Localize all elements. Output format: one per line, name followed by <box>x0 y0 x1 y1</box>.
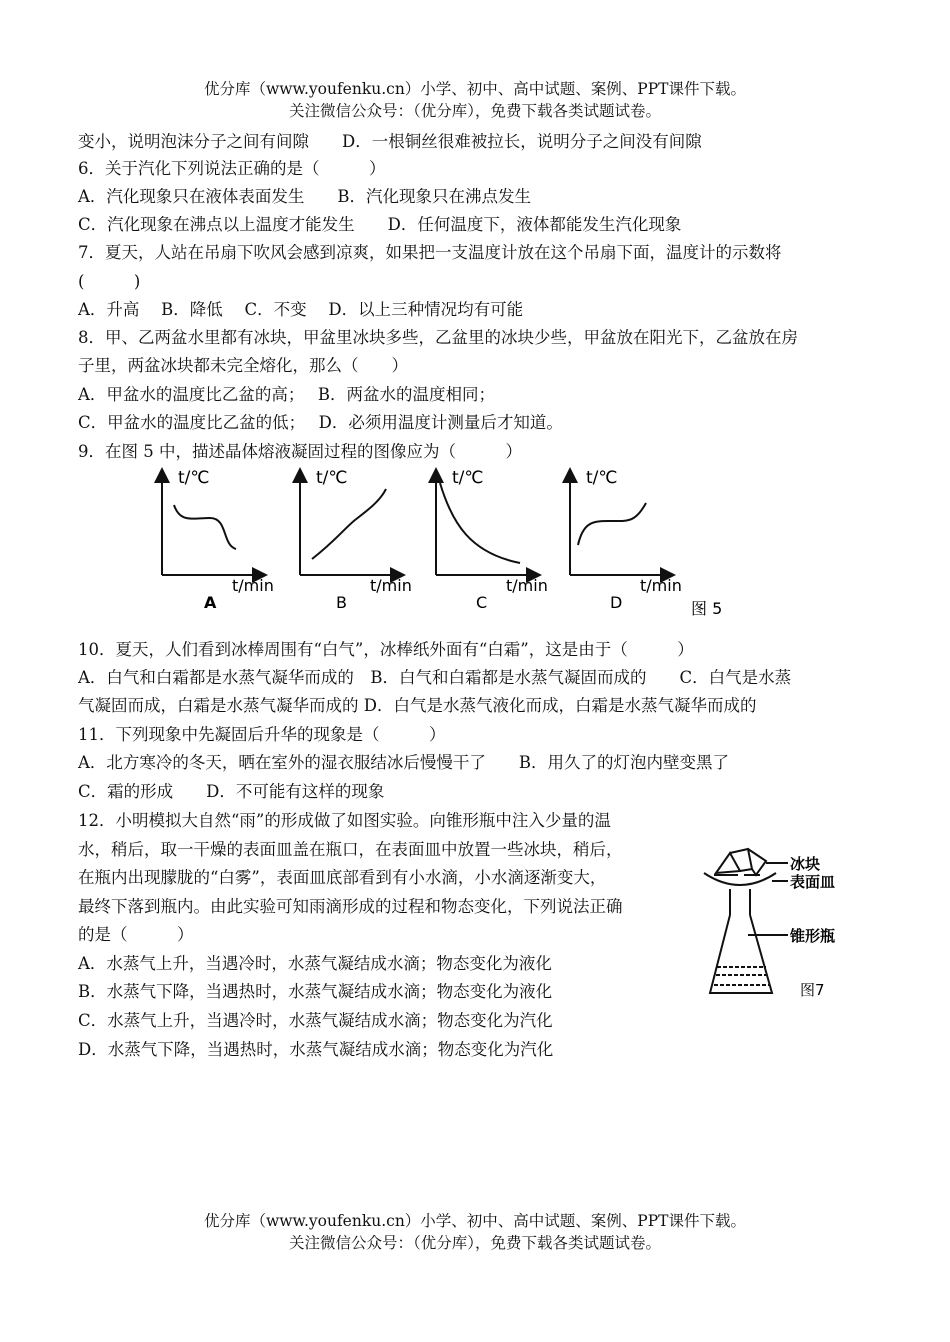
q12-stem-line-3: 在瓶内出现朦胧的“白雾”，表面皿底部看到有小水滴，小水滴逐渐变大， <box>78 868 607 887</box>
header-line-2: 关注微信公众号：（优分库），免费下载各类试题试卷。 <box>288 102 661 120</box>
q10-options-line-2: 气凝固而成，白霜是水蒸气凝华而成的 D．白气是水蒸气液化而成，白霜是水蒸气凝华而成的 <box>78 696 757 715</box>
graph-b-letter: B <box>336 593 347 612</box>
q12-stem-line-5: 的是（ ） <box>78 925 194 944</box>
label-flask: 锥形瓶 <box>790 927 836 945</box>
flask-body <box>710 915 772 993</box>
graph-a-curve <box>174 505 236 549</box>
graph-d-curve <box>578 503 646 545</box>
q6-options-ab: A．汽化现象只在液体表面发生 B．汽化现象只在沸点发生 <box>78 187 532 206</box>
q10-options-line-1: A．白气和白霜都是水蒸气凝华而成的 B．白气和白霜都是水蒸气凝固而成的 C．白气是水蒸 <box>78 668 792 687</box>
header-line-1: 优分库（www.youfenku.cn）小学、初中、高中试题、案例、PPT课件下载。 <box>203 80 747 98</box>
q11-options-ab: A．北方寒冷的冬天，晒在室外的湿衣服结冰后慢慢干了 B．用久了的灯泡内壁变黑了 <box>78 753 730 772</box>
graph-c-letter: C <box>476 593 488 612</box>
q6-stem: 6．关于汽化下列说法正确的是（ ） <box>78 159 386 178</box>
flask-neck <box>730 889 750 915</box>
q8-stem-line-2: 子里，两盆冰块都未完全熔化，那么（ ） <box>78 356 408 375</box>
q7-stem-line-1: 7．夏天，人站在吊扇下吹风会感到凉爽，如果把一支温度计放在这个吊扇下面，温度计的示数将 <box>78 243 782 262</box>
q12-option-d: D．水蒸气下降，当遇热时，水蒸气凝结成水滴；物态变化为汽化 <box>78 1040 554 1059</box>
graph-b-y-label: t/℃ <box>316 468 348 488</box>
figure-5-caption: 图 5 <box>691 599 723 618</box>
graph-c-curve <box>440 483 520 563</box>
graph-d-y-label: t/℃ <box>586 468 618 488</box>
q12-stem-line-2: 水，稍后，取一干燥的表面皿盖在瓶口，在表面皿中放置一些冰块，稍后， <box>78 840 623 859</box>
graph-d-x-label: t/min <box>640 576 682 595</box>
graph-a-y-label: t/℃ <box>178 468 210 488</box>
q7-options: A．升高 B．降低 C．不变 D．以上三种情况均有可能 <box>78 300 524 319</box>
graph-c-x-label: t/min <box>506 576 548 595</box>
q5-option-tail: 变小，说明泡沫分子之间有间隙 D．一根铜丝很难被拉长，说明分子之间没有间隙 <box>78 132 702 151</box>
q12-option-c: C．水蒸气上升，当遇冷时，水蒸气凝结成水滴；物态变化为汽化 <box>78 1011 553 1030</box>
graph-a-x-label: t/min <box>232 576 274 595</box>
q9-stem: 9．在图 5 中，描述晶体熔液凝固过程的图像应为（ ） <box>78 442 522 461</box>
label-dish: 表面皿 <box>790 873 836 891</box>
graph-c-y-label: t/℃ <box>452 468 484 488</box>
q12-option-b: B．水蒸气下降，当遇热时，水蒸气凝结成水滴；物态变化为液化 <box>78 982 553 1001</box>
graph-a-letter: A <box>204 593 217 612</box>
q8-options-ab: A．甲盆水的温度比乙盆的高； B．两盆水的温度相同； <box>78 385 496 404</box>
q11-options-cd: C．霜的形成 D．不可能有这样的现象 <box>78 782 385 801</box>
ice-cubes <box>714 849 766 875</box>
q8-stem-line-1: 8．甲、乙两盆水里都有冰块，甲盆里冰块多些，乙盆里的冰块少些，甲盆放在阳光下，乙盆放在房 <box>78 328 798 347</box>
q6-options-cd: C．汽化现象在沸点以上温度才能发生 D．任何温度下，液体都能发生汽化现象 <box>78 215 682 234</box>
q11-stem: 11．下列现象中先凝固后升华的现象是（ ） <box>78 725 446 744</box>
q12-stem-line-1: 12．小明模拟大自然“雨”的形成做了如图实验。向锥形瓶中注入少量的温 <box>78 811 611 830</box>
q8-options-cd: C．甲盆水的温度比乙盆的低； D．必须用温度计测量后才知道。 <box>78 413 563 432</box>
figure-7-flask-diagram <box>700 845 870 1005</box>
q12-option-a: A．水蒸气上升，当遇冷时，水蒸气凝结成水滴；物态变化为液化 <box>78 954 552 973</box>
graph-b-x-label: t/min <box>370 576 412 595</box>
figure-7-caption: 图7 <box>800 981 825 999</box>
graph-d-letter: D <box>610 593 623 612</box>
q10-stem: 10．夏天，人们看到冰棒周围有“白气”，冰棒纸外面有“白霜”，这是由于（ ） <box>78 640 694 659</box>
footer-line-2: 关注微信公众号：（优分库），免费下载各类试题试卷。 <box>288 1234 661 1252</box>
figure-5-graphs <box>140 463 840 623</box>
q7-stem-line-2: ( ) <box>78 272 141 291</box>
q12-stem-line-4: 最终下落到瓶内。由此实验可知雨滴形成的过程和物态变化，下列说法正确 <box>78 897 623 916</box>
graph-b-curve <box>312 489 386 559</box>
label-ice: 冰块 <box>790 855 821 873</box>
footer-line-1: 优分库（www.youfenku.cn）小学、初中、高中试题、案例、PPT课件下载。 <box>203 1212 747 1230</box>
